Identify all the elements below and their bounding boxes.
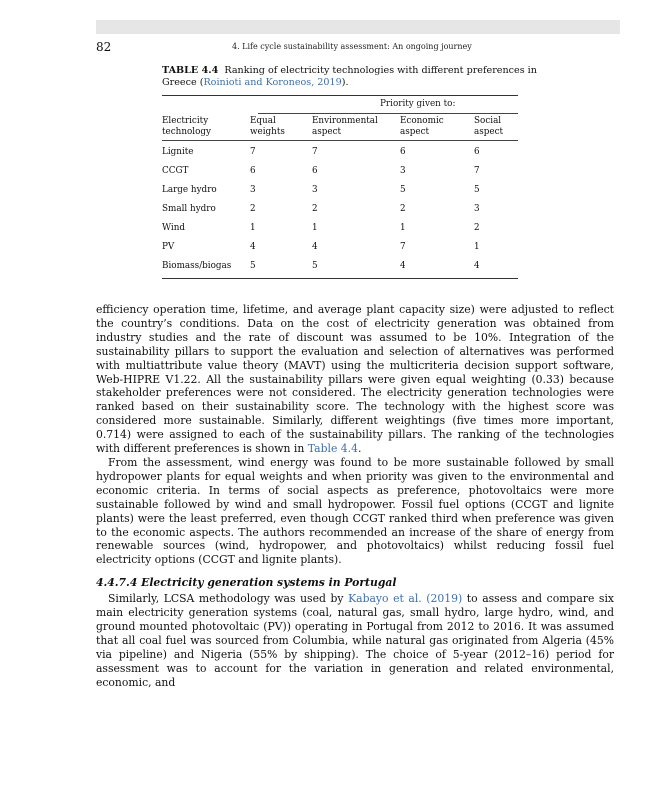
table-cell-economic: 4 <box>400 261 406 271</box>
table-cell-technology: Large hydro <box>162 185 217 195</box>
table-cell-technology: CCGT <box>162 166 189 176</box>
table-cell-economic: 7 <box>400 242 406 252</box>
col-header-environmental: Environmental aspect <box>312 116 378 137</box>
table-top-rule <box>162 95 518 96</box>
table-cell-environmental: 7 <box>312 147 318 157</box>
table-caption <box>162 65 542 89</box>
table-cell-economic: 2 <box>400 204 406 214</box>
table-cell-environmental: 4 <box>312 242 318 252</box>
table-cell-social: 1 <box>474 242 480 252</box>
paragraph-2: From the assessment, wind energy was found to be more sustainable followed by small hydropower plants for equal weights and when priority was given to the environmental and economic criteria. In terms of social aspects as preference, photovoltaics were more sustainable followed by wind and small hydropower. Fossil fuel options (CCGT and lignite plants) were the least preferred, even though CCGT ranked third when preference was given to the economic aspects. The authors recommended an increase of the share of energy from renewable sources (wind, hydropower, and photovoltaics) whilst reducing fossil fuel electricity options (CCGT and lignite plants). <box>96 455 614 567</box>
table-cell-social: 2 <box>474 223 480 233</box>
table-cell-social: 6 <box>474 147 480 157</box>
table-bottom-rule <box>162 278 518 279</box>
kabayo-citation-link[interactable]: Kabayo et al. (2019) <box>348 592 463 606</box>
table-cell-environmental: 6 <box>312 166 318 176</box>
paragraph-1: efficiency operation time, lifetime, and average plant capacity size) were adjusted to reflect the country’s conditions. Data on the cost of electricity generation was obtained from industry studies and the rate of discount was assumed to be 10%. Integration of the sustainability pillars to support the evaluation and selection of alternatives was performed with multiattribute value theory (MAVT) using the multicriteria decision support software, Web-HIPRE V1.22. All the sustainability pillars were given equal weighting (0.33) because stakeholder preferences were not considered. The electricity generation technologies were ranked based on their sustainability score. The technology with the highest score was considered more sustainable. Similarly, different weightings (five times more important, 0.714) were assigned to each of the sustainability pillars. The ranking of the technologies with different preferences is shown in Table 4.4. <box>96 303 614 456</box>
table-cell-economic: 3 <box>400 166 406 176</box>
table-cell-technology: Biomass/biogas <box>162 261 232 271</box>
running-head: 4. Life cycle sustainability assessment: An ongoing journey <box>232 42 472 51</box>
paragraph-3: Similarly, LCSA methodology was used by Kabayo et al. (2019) to assess and compare six main electricity generation systems (coal, natural gas, small hydro, large hydro, wind, and ground mounted photovoltaic (PV)) operating in Portugal from 2012 to 2016. It was assumed that all coal fuel was sourced from Columbia, while natural gas originated from Algeria (45% via pipeline) and Nigeria (55% by shipping). The choice of 5-year (2012–16) period for assessment was to account for the variation in generation and related environmental, economic, and <box>96 592 614 689</box>
table-cell-social: 7 <box>474 166 480 176</box>
table-ref-link[interactable]: Table 4.4 <box>307 442 358 456</box>
table-cell-economic: 5 <box>400 185 406 195</box>
table-cell-equal: 1 <box>250 223 256 233</box>
col-header-social: Social aspect <box>474 116 504 137</box>
table-cell-social: 5 <box>474 185 480 195</box>
table-label: TABLE 4.4 <box>162 65 219 76</box>
table-cell-environmental: 1 <box>312 223 318 233</box>
table-cell-social: 4 <box>474 261 480 271</box>
table-cell-equal: 4 <box>250 242 256 252</box>
caption-end: ). <box>341 77 349 88</box>
table-cell-environmental: 3 <box>312 185 318 195</box>
table-cell-environmental: 5 <box>312 261 318 271</box>
table-cell-environmental: 2 <box>312 204 318 214</box>
table-cell-equal: 2 <box>250 204 256 214</box>
table-cell-equal: 5 <box>250 261 256 271</box>
table-cell-technology: Wind <box>162 223 185 233</box>
table-cell-technology: Small hydro <box>162 204 216 214</box>
table-cell-economic: 1 <box>400 223 406 233</box>
table-cell-equal: 6 <box>250 166 256 176</box>
col-header-equal: Equal weights <box>250 116 285 137</box>
header-band <box>96 20 620 34</box>
caption-text: Ranking of electricity technologies with different preferences in Greece ( <box>162 65 537 88</box>
caption-citation-link[interactable]: Roinioti and Koroneos, 2019 <box>203 77 342 88</box>
header-bottom-rule <box>162 140 518 141</box>
col-header-technology: Electricity technology <box>162 116 212 137</box>
table-cell-equal: 3 <box>250 185 256 195</box>
priority-header: Priority given to: <box>380 99 456 109</box>
table-cell-equal: 7 <box>250 147 256 157</box>
priority-rule <box>258 113 518 114</box>
page-number: 82 <box>96 40 112 54</box>
section-heading: 4.4.7.4 Electricity generation systems in Portugal <box>96 576 397 590</box>
table-cell-social: 3 <box>474 204 480 214</box>
table-cell-economic: 6 <box>400 147 406 157</box>
body-text <box>96 303 614 689</box>
table-cell-technology: PV <box>162 242 175 252</box>
table-cell-technology: Lignite <box>162 147 194 157</box>
col-header-economic: Economic aspect <box>400 116 444 137</box>
